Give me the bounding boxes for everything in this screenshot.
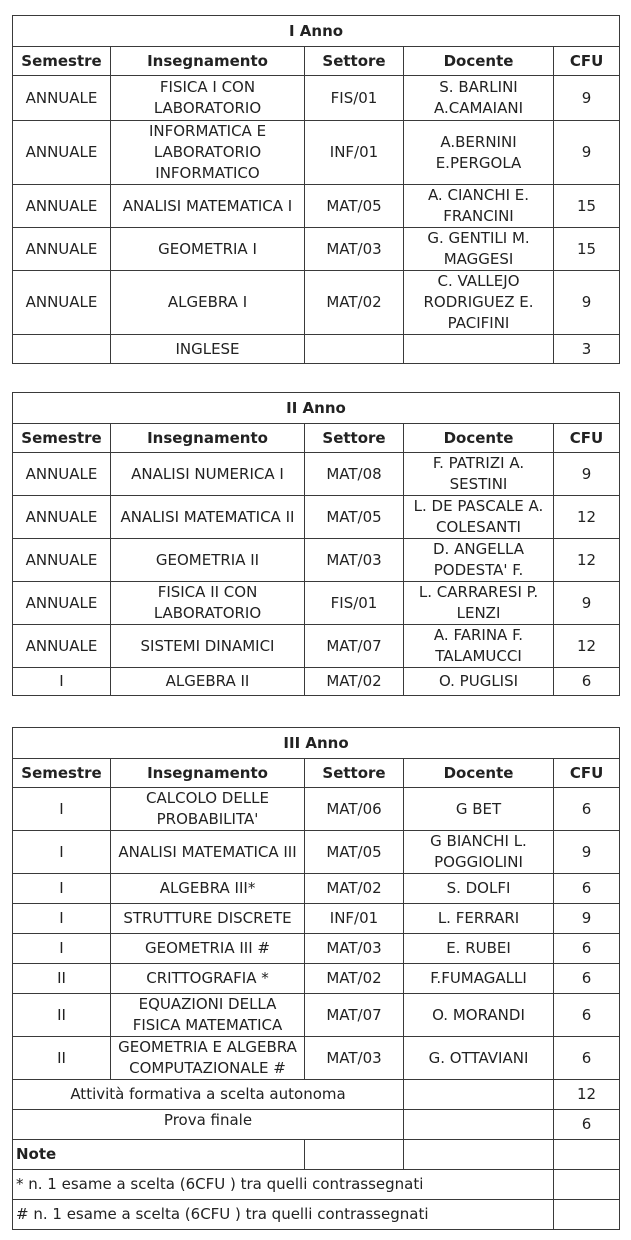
cell-semestre: ANNUALE [13, 453, 111, 496]
cell-semestre: ANNUALE [13, 496, 111, 539]
table-row [13, 335, 620, 364]
cell-settore: FIS/01 [305, 76, 404, 121]
cell-semestre: I [13, 904, 111, 934]
table-row [13, 496, 620, 539]
cell-cfu: 15 [554, 228, 620, 271]
cell-insegnamento: SISTEMI DINAMICI [111, 625, 305, 668]
table-row [13, 625, 620, 668]
cell-docente: F. PATRIZI A. SESTINI [404, 453, 554, 496]
table-row [13, 271, 620, 335]
cell-semestre: I [13, 788, 111, 831]
cell-semestre: ANNUALE [13, 539, 111, 582]
cell-insegnamento: ANALISI MATEMATICA I [111, 185, 305, 228]
cell-semestre: ANNUALE [13, 582, 111, 625]
cell-docente: O. MORANDI [404, 994, 554, 1037]
cell-docente: G. GENTILI M. MAGGESI [404, 228, 554, 271]
cell-cfu: 9 [554, 76, 620, 121]
note-empty-cell [554, 1140, 620, 1170]
cell-semestre: ANNUALE [13, 121, 111, 185]
cell-settore: MAT/08 [305, 453, 404, 496]
table-row [13, 76, 620, 121]
note-empty-cell [554, 1200, 620, 1230]
year2-title: II Anno [13, 393, 620, 424]
cell-insegnamento: GEOMETRIA I [111, 228, 305, 271]
cell-semestre: II [13, 964, 111, 994]
cell-docente: O. PUGLISI [404, 668, 554, 696]
note-title-row [13, 1140, 620, 1170]
cell-insegnamento: GEOMETRIA II [111, 539, 305, 582]
header-cfu: CFU [554, 47, 620, 76]
cell-settore: MAT/05 [305, 496, 404, 539]
cell-cfu: 6 [554, 1037, 620, 1080]
table-row [13, 831, 620, 874]
cell-settore: MAT/06 [305, 788, 404, 831]
cell-cfu: 12 [554, 539, 620, 582]
cell-semestre: ANNUALE [13, 625, 111, 668]
note-empty-cell [404, 1140, 554, 1170]
header-semestre: Semestre [13, 759, 111, 788]
cell-settore: FIS/01 [305, 582, 404, 625]
cell-settore: MAT/05 [305, 831, 404, 874]
cell-docente: L. CARRARESI P. LENZI [404, 582, 554, 625]
cell-settore: MAT/03 [305, 934, 404, 964]
cell-semestre: ANNUALE [13, 271, 111, 335]
autonoma-cfu: 12 [554, 1080, 620, 1110]
cell-docente: S. DOLFI [404, 874, 554, 904]
cell-semestre: I [13, 831, 111, 874]
header-semestre: Semestre [13, 47, 111, 76]
cell-docente: A. FARINA F. TALAMUCCI [404, 625, 554, 668]
cell-settore: MAT/07 [305, 625, 404, 668]
cell-semestre: I [13, 668, 111, 696]
year3-title: III Anno [13, 728, 620, 759]
cell-cfu: 6 [554, 994, 620, 1037]
table-row [13, 121, 620, 185]
cell-settore: MAT/03 [305, 228, 404, 271]
finale-empty-cell [404, 1110, 554, 1140]
note-empty-cell [554, 1170, 620, 1200]
year2-table [12, 392, 620, 696]
cell-docente: G. OTTAVIANI [404, 1037, 554, 1080]
cell-insegnamento: ANALISI MATEMATICA III [111, 831, 305, 874]
cell-semestre [13, 335, 111, 364]
header-settore: Settore [305, 47, 404, 76]
year1-table [12, 15, 620, 364]
cell-semestre: ANNUALE [13, 185, 111, 228]
cell-insegnamento: ANALISI NUMERICA I [111, 453, 305, 496]
autonoma-row [13, 1080, 620, 1110]
cell-docente: C. VALLEJO RODRIGUEZ E. PACIFINI [404, 271, 554, 335]
note-text: # n. 1 esame a scelta (6CFU ) tra quelli contrassegnati [13, 1200, 554, 1230]
cell-cfu: 6 [554, 964, 620, 994]
table-row [13, 1037, 620, 1080]
table-row [13, 994, 620, 1037]
cell-docente: G BET [404, 788, 554, 831]
header-insegnamento: Insegnamento [111, 424, 305, 453]
cell-cfu: 3 [554, 335, 620, 364]
header-semestre: Semestre [13, 424, 111, 453]
header-insegnamento: Insegnamento [111, 47, 305, 76]
note-empty-cell [305, 1140, 404, 1170]
cell-cfu: 6 [554, 788, 620, 831]
cell-semestre: II [13, 1037, 111, 1080]
cell-insegnamento: STRUTTURE DISCRETE [111, 904, 305, 934]
year3-table [12, 727, 620, 1230]
cell-insegnamento: ALGEBRA II [111, 668, 305, 696]
cell-insegnamento: ANALISI MATEMATICA II [111, 496, 305, 539]
cell-cfu: 6 [554, 934, 620, 964]
cell-semestre: I [13, 874, 111, 904]
table-row [13, 539, 620, 582]
cell-cfu: 12 [554, 625, 620, 668]
cell-settore: MAT/02 [305, 271, 404, 335]
cell-cfu: 9 [554, 271, 620, 335]
cell-cfu: 6 [554, 874, 620, 904]
cell-cfu: 9 [554, 904, 620, 934]
cell-cfu: 9 [554, 121, 620, 185]
table-row [13, 934, 620, 964]
cell-cfu: 12 [554, 496, 620, 539]
cell-cfu: 9 [554, 831, 620, 874]
header-cfu: CFU [554, 424, 620, 453]
cell-insegnamento: FISICA II CON LABORATORIO [111, 582, 305, 625]
cell-cfu: 6 [554, 668, 620, 696]
note-row [13, 1200, 620, 1230]
cell-settore: MAT/03 [305, 539, 404, 582]
header-cfu: CFU [554, 759, 620, 788]
note-title: Note [13, 1140, 305, 1170]
cell-cfu: 9 [554, 453, 620, 496]
cell-cfu: 15 [554, 185, 620, 228]
autonoma-label: Attività formativa a scelta autonoma [13, 1080, 404, 1110]
cell-settore: MAT/02 [305, 668, 404, 696]
cell-settore: INF/01 [305, 904, 404, 934]
cell-semestre: I [13, 934, 111, 964]
cell-docente: S. BARLINI A.CAMAIANI [404, 76, 554, 121]
cell-settore: MAT/02 [305, 964, 404, 994]
cell-semestre: ANNUALE [13, 76, 111, 121]
cell-cfu: 9 [554, 582, 620, 625]
header-settore: Settore [305, 759, 404, 788]
note-row [13, 1170, 620, 1200]
cell-insegnamento: CRITTOGRAFIA * [111, 964, 305, 994]
cell-docente: L. DE PASCALE A. COLESANTI [404, 496, 554, 539]
cell-insegnamento: GEOMETRIA E ALGEBRA COMPUTAZIONALE # [111, 1037, 305, 1080]
cell-insegnamento: EQUAZIONI DELLA FISICA MATEMATICA [111, 994, 305, 1037]
cell-docente: A.BERNINI E.PERGOLA [404, 121, 554, 185]
finale-cfu: 6 [554, 1110, 620, 1140]
cell-insegnamento: ALGEBRA III* [111, 874, 305, 904]
cell-insegnamento: FISICA I CON LABORATORIO [111, 76, 305, 121]
note-text: * n. 1 esame a scelta (6CFU ) tra quelli contrassegnati [13, 1170, 554, 1200]
cell-docente [404, 335, 554, 364]
table-row [13, 185, 620, 228]
cell-settore: INF/01 [305, 121, 404, 185]
cell-docente: D. ANGELLA PODESTA' F. [404, 539, 554, 582]
cell-insegnamento: INFORMATICA E LABORATORIO INFORMATICO [111, 121, 305, 185]
table-row [13, 582, 620, 625]
cell-docente: L. FERRARI [404, 904, 554, 934]
cell-settore: MAT/05 [305, 185, 404, 228]
year1-title: I Anno [13, 16, 620, 47]
cell-settore: MAT/02 [305, 874, 404, 904]
cell-semestre: II [13, 994, 111, 1037]
finale-row [13, 1110, 620, 1140]
header-docente: Docente [404, 424, 554, 453]
table-row [13, 228, 620, 271]
table-row [13, 904, 620, 934]
table-row [13, 788, 620, 831]
cell-docente: E. RUBEI [404, 934, 554, 964]
cell-docente: F.FUMAGALLI [404, 964, 554, 994]
cell-settore: MAT/07 [305, 994, 404, 1037]
cell-semestre: ANNUALE [13, 228, 111, 271]
table-row [13, 668, 620, 696]
finale-label: Prova finale [13, 1110, 404, 1140]
cell-docente: G BIANCHI L. POGGIOLINI [404, 831, 554, 874]
table-row [13, 874, 620, 904]
cell-insegnamento: CALCOLO DELLE PROBABILITA' [111, 788, 305, 831]
header-docente: Docente [404, 759, 554, 788]
header-docente: Docente [404, 47, 554, 76]
cell-settore [305, 335, 404, 364]
header-settore: Settore [305, 424, 404, 453]
cell-settore: MAT/03 [305, 1037, 404, 1080]
autonoma-empty-cell [404, 1080, 554, 1110]
table-row [13, 964, 620, 994]
cell-insegnamento: INGLESE [111, 335, 305, 364]
table-row [13, 453, 620, 496]
cell-insegnamento: GEOMETRIA III # [111, 934, 305, 964]
cell-insegnamento: ALGEBRA I [111, 271, 305, 335]
header-insegnamento: Insegnamento [111, 759, 305, 788]
cell-docente: A. CIANCHI E. FRANCINI [404, 185, 554, 228]
